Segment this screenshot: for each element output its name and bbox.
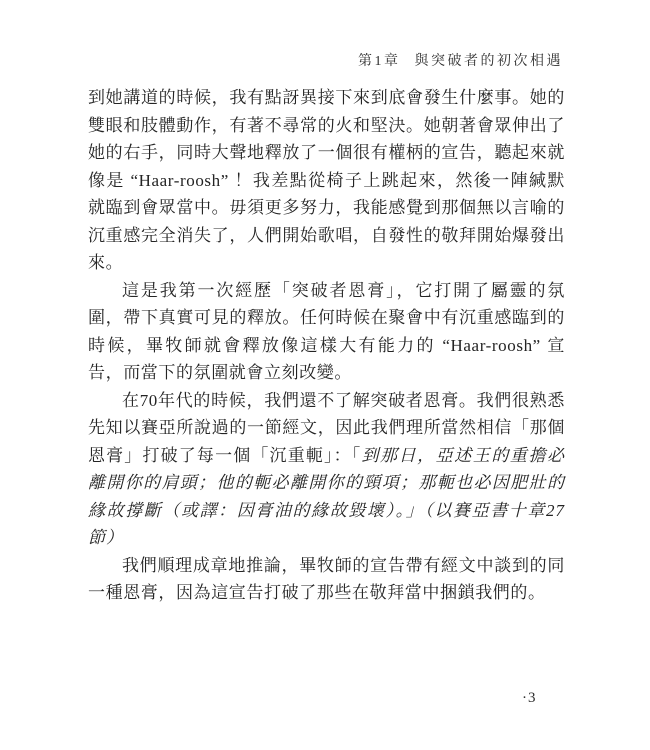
text-run: 在70年代的時候，我們還不了解突破者恩膏。我們很熟悉先知以賽亞所說過的一節經文，因此我們理所當然相信「那個恩膏」打破了每一個「沉重軛」：「 <box>88 390 565 465</box>
paragraph <box>88 84 565 277</box>
text-run: 這是我第一次經歷「突破者恩膏」，它打開了屬靈的氛圍，帶下真實可見的釋放。任何時候在聚會中有沉重感臨到的時候，畢牧師就會釋放像這樣大有能力的 “Haar-roosh” 宣告，而當下的氛圍就會立刻改變。 <box>88 280 565 382</box>
text-run: 我們順理成章地推論，畢牧師的宣告帶有經文中談到的同一種恩膏，因為這宣告打破了那些在敬拜當中捆鎖我們的。 <box>88 555 565 602</box>
chapter-title: 與突破者的初次相遇 <box>414 54 563 69</box>
chapter-label: 第1章 <box>358 54 401 69</box>
paragraph <box>88 552 565 607</box>
running-head <box>358 50 563 70</box>
paragraph <box>88 277 565 387</box>
text-run: 到她講道的時候，我有點訝異接下來到底會發生什麼事。她的雙眼和肢體動作，有著不尋常的火和堅決。她朝著會眾伸出了她的右手，同時大聲地釋放了一個很有權柄的宣告，聽起來就像是 “Haar-roosh” ！我差點從椅子上跳起來，然後一陣緘默就臨到會眾當中。毋須更多努力，我能感覺到那個無以言喻的沉重感完全消失了，人們開始歌唱，自發性的敬拜開始爆發出來。 <box>88 88 565 272</box>
page-number: ·3 <box>522 690 537 706</box>
page-body <box>88 84 565 607</box>
paragraph <box>88 387 565 552</box>
scripture-quote-run: 到那日，亞述王的重擔必離開你的肩頭；他的軛必離開你的頸項；那軛也必因肥壯的緣故撐斷（或譯：因膏油的緣故毀壞）。」（以賽亞書十章27節） <box>88 445 566 547</box>
